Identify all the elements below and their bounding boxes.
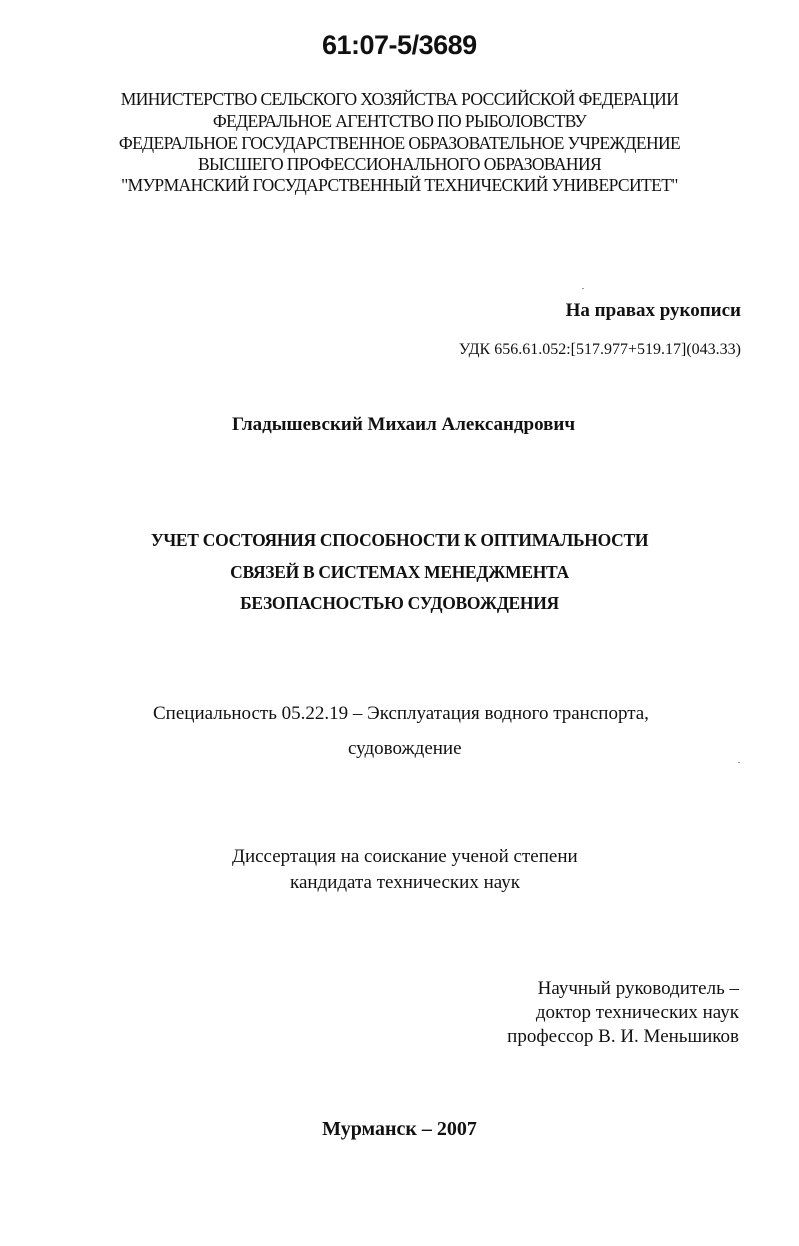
- archive-stamp-number: 61:07-5/3689: [322, 30, 477, 60]
- title-line: БЕЗОПАСНОСТЬЮ СУДОВОЖДЕНИЯ: [240, 593, 559, 613]
- advisor-line: доктор технических наук: [535, 1002, 739, 1023]
- manuscript-rights-note: На правах рукописи: [565, 300, 741, 321]
- udk-code: УДК 656.61.052:[517.977+519.17](043.33): [458, 341, 741, 358]
- city-and-year: Мурманск – 2007: [322, 1118, 477, 1140]
- organization-line: ФЕДЕРАЛЬНОЕ АГЕНТСТВО ПО РЫБОЛОВСТВУ: [212, 111, 587, 131]
- organization-line: ВЫСШЕГО ПРОФЕССИОНАЛЬНОГО ОБРАЗОВАНИЯ: [197, 154, 602, 174]
- organization-line: "МУРМАНСКИЙ ГОСУДАРСТВЕННЫЙ ТЕХНИЧЕСКИЙ УНИВЕРСИТЕТ": [121, 175, 678, 195]
- organization-line: МИНИСТЕРСТВО СЕЛЬСКОГО ХОЗЯЙСТВА РОССИЙСКОЙ ФЕДЕРАЦИИ: [120, 89, 679, 109]
- scan-speck: [738, 762, 740, 763]
- specialty-line: судовождение: [348, 738, 462, 759]
- title-line: УЧЕТ СОСТОЯНИЯ СПОСОБНОСТИ К ОПТИМАЛЬНОСТИ: [150, 530, 649, 550]
- scan-speck: [582, 288, 584, 289]
- advisor-line: Научный руководитель –: [537, 978, 739, 999]
- specialty-line: Специальность 05.22.19 – Эксплуатация водного транспорта,: [153, 703, 649, 724]
- title-line: СВЯЗЕЙ В СИСТЕМАХ МЕНЕДЖМЕНТА: [230, 562, 569, 582]
- degree-line: кандидата технических наук: [290, 872, 520, 893]
- advisor-line: профессор В. И. Меньшиков: [507, 1026, 739, 1047]
- organization-line: ФЕДЕРАЛЬНОЕ ГОСУДАРСТВЕННОЕ ОБРАЗОВАТЕЛЬНОЕ УЧРЕЖДЕНИЕ: [118, 133, 681, 153]
- degree-line: Диссертация на соискание ученой степени: [232, 846, 578, 867]
- author-name: Гладышевский Михаил Александрович: [232, 414, 576, 435]
